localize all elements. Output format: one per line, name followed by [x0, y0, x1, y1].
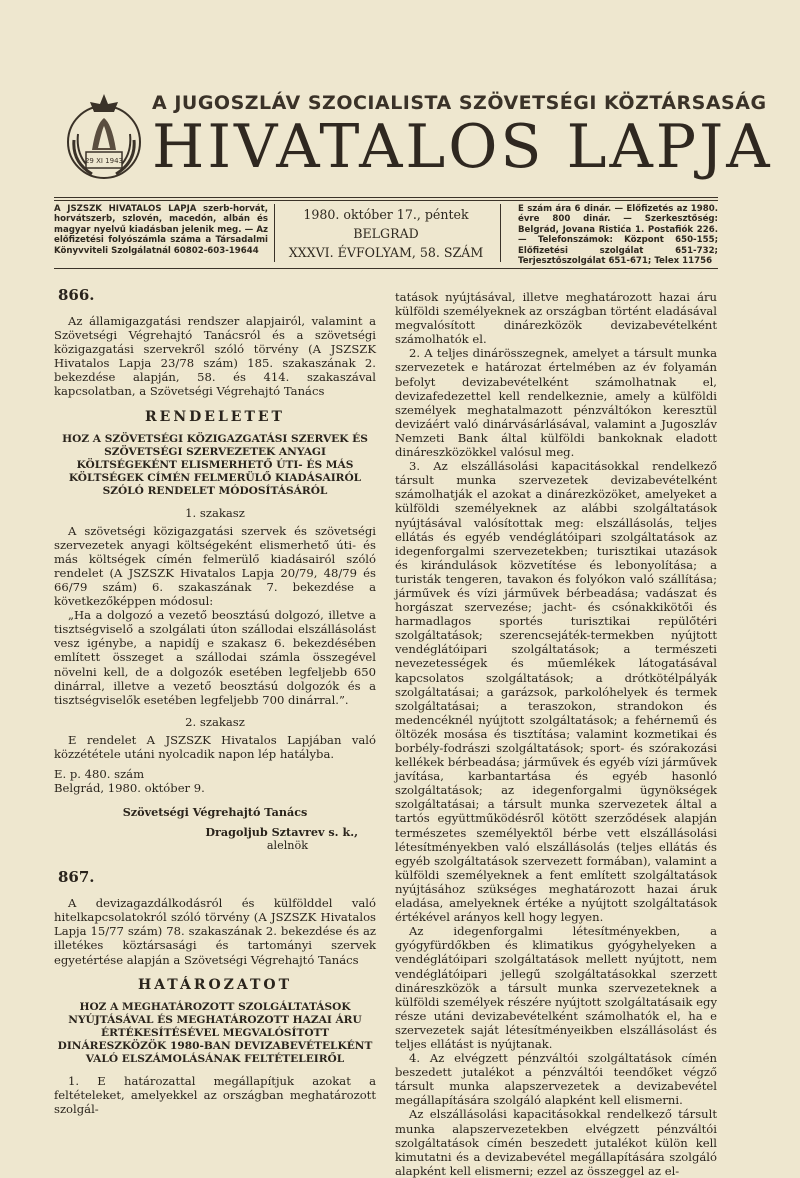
divider-vertical-left: [274, 204, 275, 262]
issue-volume: XXXVI. ÉVFOLYAM, 58. SZÁM: [288, 245, 484, 260]
issue-info: [280, 205, 492, 262]
document-number: E. p. 480. szám: [54, 766, 145, 781]
right-column: [395, 290, 717, 1178]
signer-role: alelnök: [266, 839, 308, 853]
paragraph: 4. Az elvégzett pénzváltói szolgáltatások címén beszedett jutalékot a pénzváltói teendőket végző társult munka alapszervezetek a devizabevétel megállapítására szolgáló alapként kell elismerni.: [395, 1051, 717, 1108]
item-number-867: 867.: [58, 868, 95, 887]
paragraph: Az idegenforgalmi létesítményekben, a gyógyfürdőkben és klimatikus gyógyhelyeken a vendéglátóipari szolgáltatások mellett nyújtott, nem vendéglátóipari jellegű szolgáltatásokkal szerzett dináreszközök a társult munka szervezeteknek a külföldi személyek részére nyújtott szolgáltatásaik egy része utáni devizabevételként számolhatók el, ha e szervezetek saját létesítményeikben elszállásolást és teljes ellátást is nyújtanak.: [395, 924, 717, 1051]
emblem-date-text: 29 XI 1943: [84, 157, 124, 165]
section-heading: 1. szakasz: [185, 505, 245, 520]
divider-vertical-right: [500, 204, 501, 262]
price-info-text: E szám ára 6 dinár. — Előfizetés az 1980. évre 800 dinár. — Szerkesztőség: Belgrád, Jovana Ristića 1. Postafiók 226. — Telefonszámok: Központ 650-155; Előfizetési szolgálat 651-732; Terjesztőszolgálat 651-671; Telex 11756: [518, 204, 718, 267]
paragraph: 1. E határozattal megállapítjuk azokat a feltételeket, amelyekkel az országban meghatározott szolgál-: [54, 1073, 376, 1116]
issue-date: 1980. október 17., péntek: [303, 207, 469, 222]
price-info: [518, 204, 718, 266]
decree-heading: RENDELETET: [145, 408, 285, 425]
issue-city: BELGRAD: [353, 226, 419, 241]
signer-name: Dragoljub Sztavrev s. k.,: [205, 825, 358, 840]
coat-of-arms-icon: [62, 90, 146, 182]
divider-top-2: [54, 200, 718, 201]
paragraph: E rendelet A JSZSZK Hivatalos Lapjában való közzététele utáni nyolcadik napon lép hatályba.: [54, 732, 376, 761]
resolution-heading: HATÁROZATOT: [137, 976, 293, 993]
left-column: [54, 286, 376, 1116]
gazette-title: HIVATALOS LAPJA: [152, 112, 773, 182]
paragraph: Az államigazgatási rendszer alapjairól, valamint a Szövetségi Végrehajtó Tanácsról és a szövetségi közigazgatási szervekről szóló törvény (A JSZSZK Hivatalos Lapja 23/78 szám) 185. szakaszának 2. bekezdése alapján, 58. és 414. szakaszával kapcsolatban, a Szövetségi Végrehajtó Tanács: [54, 314, 376, 399]
paragraph: Az elszállásolási kapacitásokkal rendelkező társult munka alapszervezetekben elvégzett pénzváltói szolgáltatások címén beszedett jutalékot külön kell kimutatni és a devizabevétel megállapítására szolgáló alapként kell elismerni; ezzel az összeggel az el-: [395, 1107, 717, 1178]
paragraph: 3. Az elszállásolási kapacitásokkal rendelkező társult munka szervezetek devizabevételként számolhatják el azokat a dinárezközöket, amelyeket a külföldi személyeknek az alábbi szolgáltatások nyújtásával valósítottak meg: elszállásolás, teljes ellátás és egyéb vendéglátóipari szolgáltatások az idegenforgalmi szervezetekben; turisztikai utazások és kirándulások közvetítése és lebonyolítása; a turisták tengeren, tavakon és folyókon való szállítása; járművek és vízi járművek bérbeadása; vadászat és horgászat szervezése; jacht- és csónakkikötői és harmadlagos sportés turisztikai repülőtéri szolgáltatások; szerencsejáték-termekben nyújtott vendéglátóipari szolgáltatások; a természeti nevezetességek és műemlékek látogatásával kapcsolatos szolgáltatások; a drótkötélpályák szolgáltatásai; a garázsok, parkolóhelyek és termek szolgáltatásai; a teraszokon, strandokon és medencéknél nyújtott szolgáltatások; a fehérnemű és öltözék mosása és tisztítása; valamint kozmetikai és borbély-fodrászi szolgáltatások; sport- és szórakozási kellékek bérbeadása; járművek és egyéb vízi járművek javítása, karbantartása és egyéb hasonló szolgáltatások; az idegenforgalmi ügynökségek szolgáltatásai; a társult munka szervezetek által a tartós együttműködésről kötött szerződések alapján természetes személyektől bérbe vett elszállásolási létesítményekben való elszállásolás (teljes ellátás és egyéb szolgáltatások szervezett formában), valamint a külföldi személyeknek a fent említett szolgáltatások nyújtásához szükséges meghatározott hazai áruk eladása, amelyeknek értéke a nyújtott szolgáltatások értékével arányos kell hogy legyen.: [395, 459, 717, 925]
paragraph: 2. A teljes dinárösszegnek, amelyet a társult munka szervezetek e határozat értelmében az év folyamán befolyt devizabevételként számolhatnak el, devizafedezettel kell rendelkeznie, amely a külföldi személyek meghatalmazott pénzváltókon keresztül devizáért való dinárvásárlásával, valamint a Jugoszláv Nemzeti Bank által külföldi bankoknak eladott dináreszközökkel valósul meg.: [395, 346, 717, 460]
publication-info-text: A JSZSZK HIVATALOS LAPJA szerb-horvát, horvátszerb, szlovén, macedón, albán és magyar nyelvű kiadásban jelenik meg. — Az előfizetési folyószámla száma a Társadalmi Könyvviteli Szolgálatnál 60802-603-19644: [54, 204, 268, 256]
paragraph: tatások nyújtásával, illetve meghatározott hazai áru külföldi személyeknek az országban történt eladásával megvalósított dinárezközök devizabevételként számolhatók el.: [395, 290, 717, 347]
place-date: Belgrád, 1980. október 9.: [54, 781, 205, 796]
section-heading: 2. szakasz: [185, 714, 245, 729]
paragraph: A szövetségi közigazgatási szervek és szövetségi szervezetek anyagi költségeként elismerhető úti- és más költségek címén felmerülő kiadásairól szóló rendelet (A JSZSZK Hivatalos Lapja 20/79, 48/79 és 66/79 szám) 6. szakaszának 7. bekezdése a következőképpen módosul:: [54, 523, 376, 609]
publication-info: [54, 204, 268, 256]
divider-top: [54, 197, 718, 198]
decree-title: HOZ A SZÖVETSÉGI KÖZIGAZGATÁSI SZERVEK ÉS SZÖVETSÉGI SZERVEZETEK ANYAGI KÖLTSÉGEKÉNT ELISMERHETŐ ÚTI- ÉS MÁS KÖLTSÉGEK CÍMÉN FELMERÜLŐ KIADÁSAIRÓL SZÓLÓ RENDELET MÓDOSÍTÁSÁRÓL: [62, 432, 368, 497]
divider-bottom: [54, 268, 718, 269]
country-title: A JUGOSZLÁV SZOCIALISTA SZÖVETSÉGI KÖZTÁRSASÁG: [152, 92, 767, 114]
resolution-title: HOZ A MEGHATÁROZOTT SZOLGÁLTATÁSOK NYÚJTÁSÁVAL ÉS MEGHATÁROZOTT HAZAI ÁRU ÉRTÉKESÍTÉSÉVEL MEGVALÓSÍTOTT DINÁRESZKÖZÖK 1980-BAN DEVIZABEVÉTELKÉNT VALÓ ELSZÁMOLÁSÁNAK FELTÉTELEIRŐL: [57, 1000, 373, 1065]
item-number-866: 866.: [58, 286, 95, 304]
council-name: Szövetségi Végrehajtó Tanács: [122, 805, 308, 820]
paragraph: A devizagazdálkodásról és külfölddel való hitelkapcsolatokról szóló törvény (A JSZSZK Hivatalos Lapja 15/77 szám) 78. szakaszának 2. bekezdése és az illetékes köztársasági és tartományi szervek egyetértése alapján a Szövetségi Végrehajtó Tanács: [54, 896, 376, 967]
paragraph: „Ha a dolgozó a vezető beosztású dolgozó, illetve a tisztségviselő a szolgálati úton szállodai elszállásolást vesz igénybe, a napidíj e szakasz 6. bekezdésében említett összeget a szállodai számla összegével növelni kell, de a dolgozók esetében legfeljebb 650 dinárral, illetve a vezető beosztású dolgozók és a tisztségviselők esetében legfeljebb 700 dinárral.”.: [54, 608, 376, 707]
